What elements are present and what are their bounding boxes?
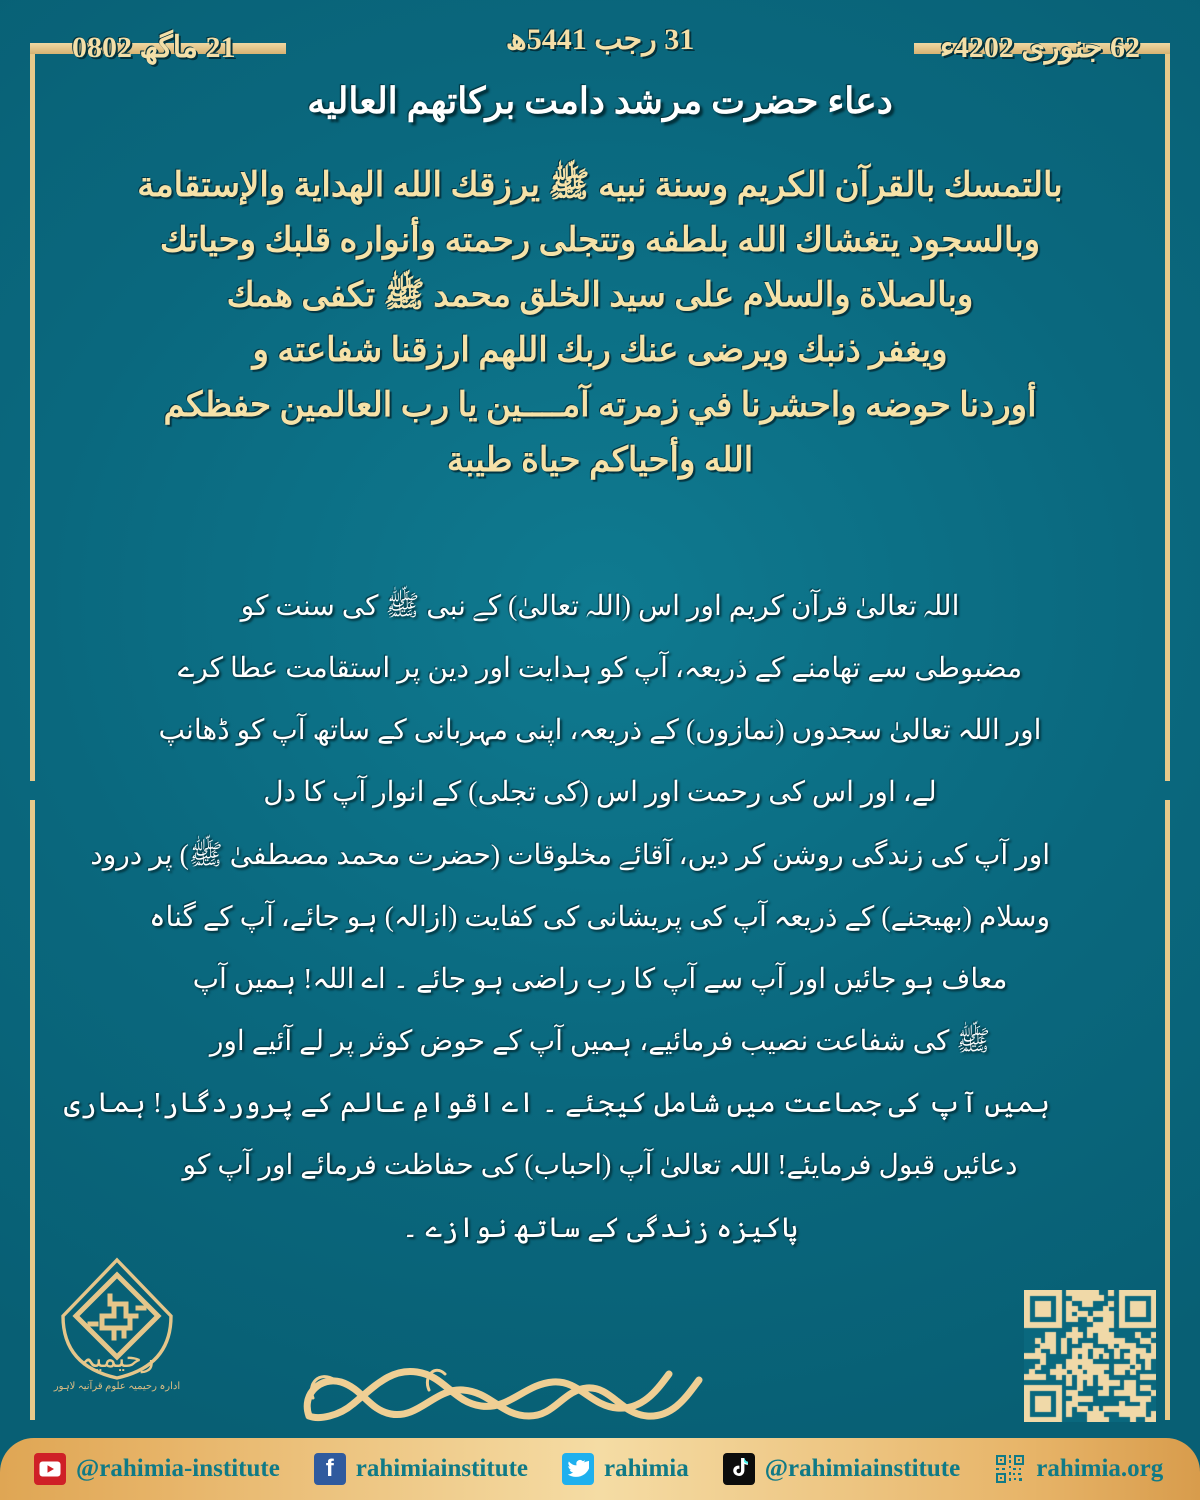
footer-social-bar bbox=[0, 1438, 1200, 1500]
urdu-line: دعائیں قبول فرمایئے! اللہ تعالیٰ آپ (احباب) کی حفاظت فرمائے اور آپ کو bbox=[182, 1150, 1018, 1182]
website-qr-icon bbox=[994, 1453, 1026, 1485]
date-hijri: 13 رجب 1445ھ bbox=[505, 23, 695, 56]
frame-left-upper bbox=[30, 46, 35, 781]
urdu-line: اللہ تعالیٰ قرآن کریم اور اس (اللہ تعالیٰ) کے نبی ﷺ کی سنت کو bbox=[240, 591, 960, 622]
social-handle: rahimia bbox=[604, 1455, 689, 1482]
frame-right-lower bbox=[1165, 800, 1170, 1420]
social-handle: rahimiainstitute bbox=[355, 1455, 529, 1482]
facebook-icon: f bbox=[314, 1453, 346, 1485]
youtube-icon bbox=[34, 1453, 66, 1485]
social-twitter[interactable] bbox=[562, 1453, 689, 1485]
twitter-icon bbox=[562, 1453, 594, 1485]
dua-arabic-block bbox=[70, 158, 1130, 488]
tiktok-icon bbox=[723, 1453, 755, 1485]
social-handle: @rahimiainstitute bbox=[764, 1455, 961, 1482]
social-youtube[interactable] bbox=[34, 1453, 280, 1485]
dua-line: أوردنا حوضه واحشرنا في زمرته آمــــين يا رب العالمين حفظكم bbox=[163, 387, 1037, 425]
dua-line: وبالصلاة والسلام على سيد الخلق محمد ﷺ تكفى همك bbox=[226, 277, 974, 315]
interlaced-flourish-ornament-icon bbox=[295, 1350, 715, 1430]
frame-left-lower bbox=[30, 800, 35, 1420]
urdu-line: اور اللہ تعالیٰ سجدوں (نمازوں) کے ذریعہ، اپنی مہربانی کے ساتھ آپ کو ڈھانپ bbox=[158, 715, 1042, 747]
qr-code[interactable] bbox=[1024, 1290, 1156, 1422]
social-tiktok[interactable] bbox=[723, 1453, 960, 1485]
urdu-line: اور آپ کی زندگی روشن کر دیں، آقائے مخلوقات (حضرت محمد مصطفیٰ ﷺ) پر درود bbox=[90, 839, 1050, 871]
social-handle: rahimia.org bbox=[1036, 1455, 1164, 1482]
urdu-line: لے، اور اس کی رحمت اور اس (کی تجلی) کے انوار آپ کا دل bbox=[263, 777, 937, 809]
urdu-line: وسلام (بھیجنے) کے ذریعہ آپ کی پریشانی کی کفایت (ازالہ) ہو جائے، آپ کے گناہ bbox=[149, 901, 1050, 933]
social-facebook[interactable] bbox=[314, 1453, 528, 1485]
urdu-translation-block bbox=[63, 576, 1050, 1260]
social-handle: @rahimia-institute bbox=[76, 1455, 280, 1482]
rahimia-dome-logo-icon bbox=[52, 1254, 182, 1404]
logo-subtitle: ادارہ رحیمیہ علوم قرآنیہ لاہور bbox=[53, 1381, 181, 1392]
urdu-line: ﷺ کی شفاعت نصیب فرمائیے، ہمیں آپ کے حوض کوثر پر لے آئیے اور bbox=[209, 1026, 991, 1058]
date-gregorian: 26 جنوری 2024ء bbox=[939, 31, 1140, 64]
urdu-line: پاکیزہ زندگی کے ساتھ نوازے ۔ bbox=[402, 1212, 798, 1244]
frame-right-upper bbox=[1165, 46, 1170, 781]
urdu-line: ہمیں آپ کی جماعت میں شامل کیجئے ۔ اے اقوامِ عالم کے پروردگار! ہماری bbox=[63, 1088, 1050, 1120]
dua-line: وبالسجود يتغشاك الله بلطفه وتتجلى رحمته وأنواره قلبك وحياتك bbox=[159, 222, 1041, 260]
logo-wordmark: رحیمیہ bbox=[79, 1344, 155, 1373]
dua-line: الله وأحياكم حياة طيبة bbox=[446, 442, 754, 480]
date-hindu-calendar: 12 ماگھ 2080 bbox=[72, 31, 236, 64]
social-website[interactable] bbox=[994, 1453, 1163, 1485]
urdu-line: مضبوطی سے تھامنے کے ذریعہ، آپ کو ہدایت اور دین پر استقامت عطا کرے bbox=[177, 653, 1023, 685]
page-title: دعاء حضرت مرشد دامت برکاتهم العالیه bbox=[307, 81, 893, 121]
urdu-line: معاف ہو جائیں اور آپ سے آپ کا رب راضی ہو جائے ۔ اے اللہ! ہمیں آپ bbox=[192, 963, 1008, 995]
dua-line: بالتمسك بالقرآن الكريم وسنة نبيه ﷺ يرزقك الله الهداية والإستقامة bbox=[137, 167, 1063, 204]
dua-line: ويغفر ذنبك ويرضى عنك ربك اللهم ارزقنا شفاعته و bbox=[252, 332, 948, 370]
